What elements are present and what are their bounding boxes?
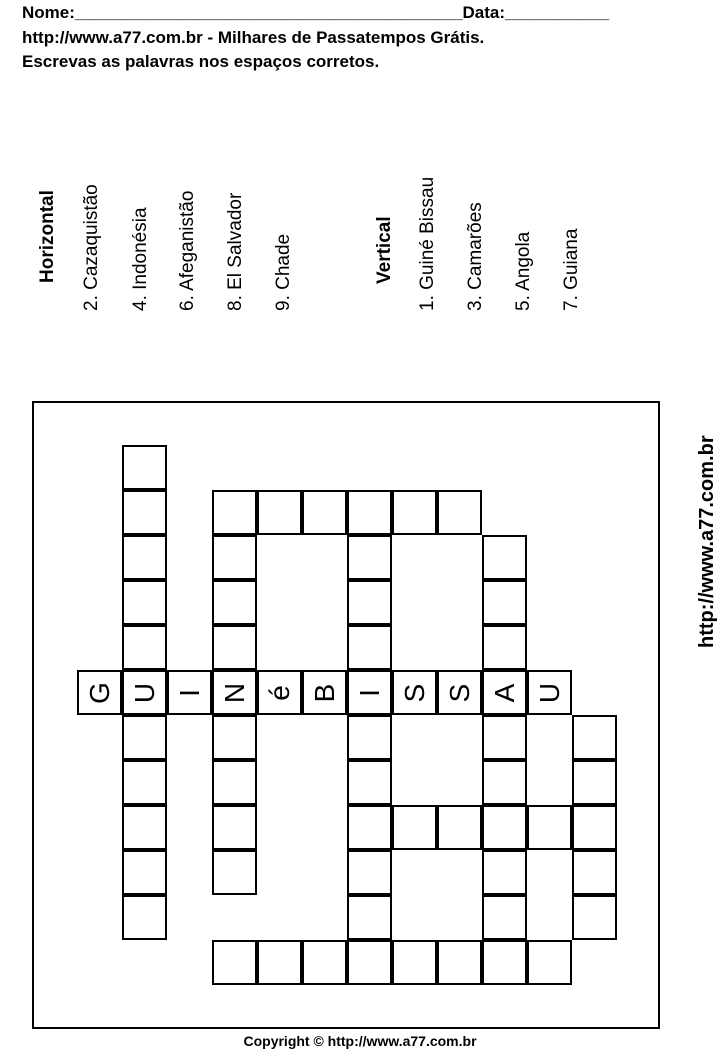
grid-letter: I	[353, 688, 385, 697]
side-url: http://www.a77.com.br	[696, 435, 718, 648]
grid-letter: S	[443, 683, 475, 702]
horizontal-clues-title: Horizontal	[37, 190, 58, 283]
grid-cell[interactable]	[302, 670, 347, 715]
name-date-line: Nome:_________________________________________Data:___________	[22, 3, 610, 22]
grid-cell[interactable]	[527, 805, 572, 850]
grid-cell[interactable]	[347, 850, 392, 895]
clue-vertical-3: 3. Camarões	[465, 202, 486, 311]
grid-cell[interactable]	[212, 625, 257, 670]
grid-cell[interactable]	[572, 805, 617, 850]
grid-cell[interactable]	[122, 715, 167, 760]
grid-cell[interactable]	[392, 940, 437, 985]
grid-cell[interactable]	[482, 715, 527, 760]
grid-letter: N	[218, 682, 250, 703]
clue-vertical-7: 7. Guiana	[561, 228, 582, 311]
grid-cell[interactable]	[482, 760, 527, 805]
grid-cell[interactable]	[572, 715, 617, 760]
grid-cell[interactable]	[482, 805, 527, 850]
grid-cell[interactable]	[347, 535, 392, 580]
grid-letter: U	[128, 682, 160, 703]
grid-cell[interactable]	[212, 490, 257, 535]
grid-cell[interactable]	[392, 490, 437, 535]
vertical-clues-title: Vertical	[374, 216, 395, 284]
grid-cell[interactable]	[347, 760, 392, 805]
instruction-line: Escrevas as palavras nos espaços corretos.	[22, 52, 380, 71]
grid-cell[interactable]	[122, 445, 167, 490]
grid-cell[interactable]	[212, 940, 257, 985]
grid-cell[interactable]	[212, 535, 257, 580]
site-line: http://www.a77.com.br - Milhares de Passatempos Grátis.	[22, 28, 485, 47]
grid-cell[interactable]	[482, 670, 527, 715]
grid-cell[interactable]	[212, 670, 257, 715]
grid-letter: I	[173, 688, 205, 697]
grid-cell[interactable]	[347, 715, 392, 760]
grid-cell[interactable]	[122, 580, 167, 625]
grid-cell[interactable]	[527, 940, 572, 985]
grid-cell[interactable]	[167, 670, 212, 715]
grid-cell[interactable]	[482, 895, 527, 940]
grid-cell[interactable]	[122, 670, 167, 715]
clue-horizontal-9: 9. Chade	[273, 233, 294, 311]
grid-cell[interactable]	[212, 850, 257, 895]
grid-cell[interactable]	[347, 805, 392, 850]
grid-cell[interactable]	[572, 895, 617, 940]
grid-cell[interactable]	[437, 670, 482, 715]
grid-cell[interactable]	[572, 850, 617, 895]
grid-cell[interactable]	[302, 490, 347, 535]
grid-cell[interactable]	[122, 490, 167, 535]
grid-cell[interactable]	[122, 625, 167, 670]
clue-horizontal-2: 2. Cazaquistão	[81, 184, 102, 311]
grid-cell[interactable]	[347, 670, 392, 715]
grid-letter: é	[263, 684, 295, 701]
grid-cell[interactable]	[347, 490, 392, 535]
grid-cell[interactable]	[482, 580, 527, 625]
grid-cell[interactable]	[437, 490, 482, 535]
grid-cell[interactable]	[257, 490, 302, 535]
grid-cell[interactable]	[392, 805, 437, 850]
grid-cell[interactable]	[257, 940, 302, 985]
grid-cell[interactable]	[212, 760, 257, 805]
grid-cell[interactable]	[122, 760, 167, 805]
clue-vertical-1: 1. Guiné Bissau	[417, 176, 438, 311]
grid-cell[interactable]	[482, 940, 527, 985]
grid-cell[interactable]	[212, 715, 257, 760]
grid-cell[interactable]	[212, 580, 257, 625]
grid-cell[interactable]	[347, 895, 392, 940]
grid-cell[interactable]	[482, 535, 527, 580]
grid-cell[interactable]	[482, 625, 527, 670]
grid-letter: G	[83, 681, 115, 704]
clue-horizontal-6: 6. Afeganistão	[177, 190, 198, 311]
grid-cell[interactable]	[437, 940, 482, 985]
grid-cell[interactable]	[527, 670, 572, 715]
grid-cell[interactable]	[437, 805, 482, 850]
grid-cell[interactable]	[122, 895, 167, 940]
grid-cell[interactable]	[257, 670, 302, 715]
clue-horizontal-8: 8. El Salvador	[225, 192, 246, 311]
grid-cell[interactable]	[347, 625, 392, 670]
clue-horizontal-4: 4. Indonésia	[130, 207, 151, 311]
grid-cell[interactable]	[482, 850, 527, 895]
grid-cell[interactable]	[392, 670, 437, 715]
grid-cell[interactable]	[347, 580, 392, 625]
grid-cell[interactable]	[77, 670, 122, 715]
copyright: Copyright © http://www.a77.com.br	[243, 1033, 477, 1049]
grid-cell[interactable]	[212, 805, 257, 850]
grid-cell[interactable]	[572, 760, 617, 805]
grid-letter: U	[533, 682, 565, 703]
grid-letter: S	[398, 683, 430, 702]
clue-vertical-5: 5. Angola	[513, 231, 534, 311]
grid-letter: B	[308, 683, 340, 702]
grid-letter: A	[488, 683, 520, 702]
grid-cell[interactable]	[122, 805, 167, 850]
grid-cell[interactable]	[122, 535, 167, 580]
grid-cell[interactable]	[122, 850, 167, 895]
grid-cell[interactable]	[302, 940, 347, 985]
grid-cell[interactable]	[347, 940, 392, 985]
